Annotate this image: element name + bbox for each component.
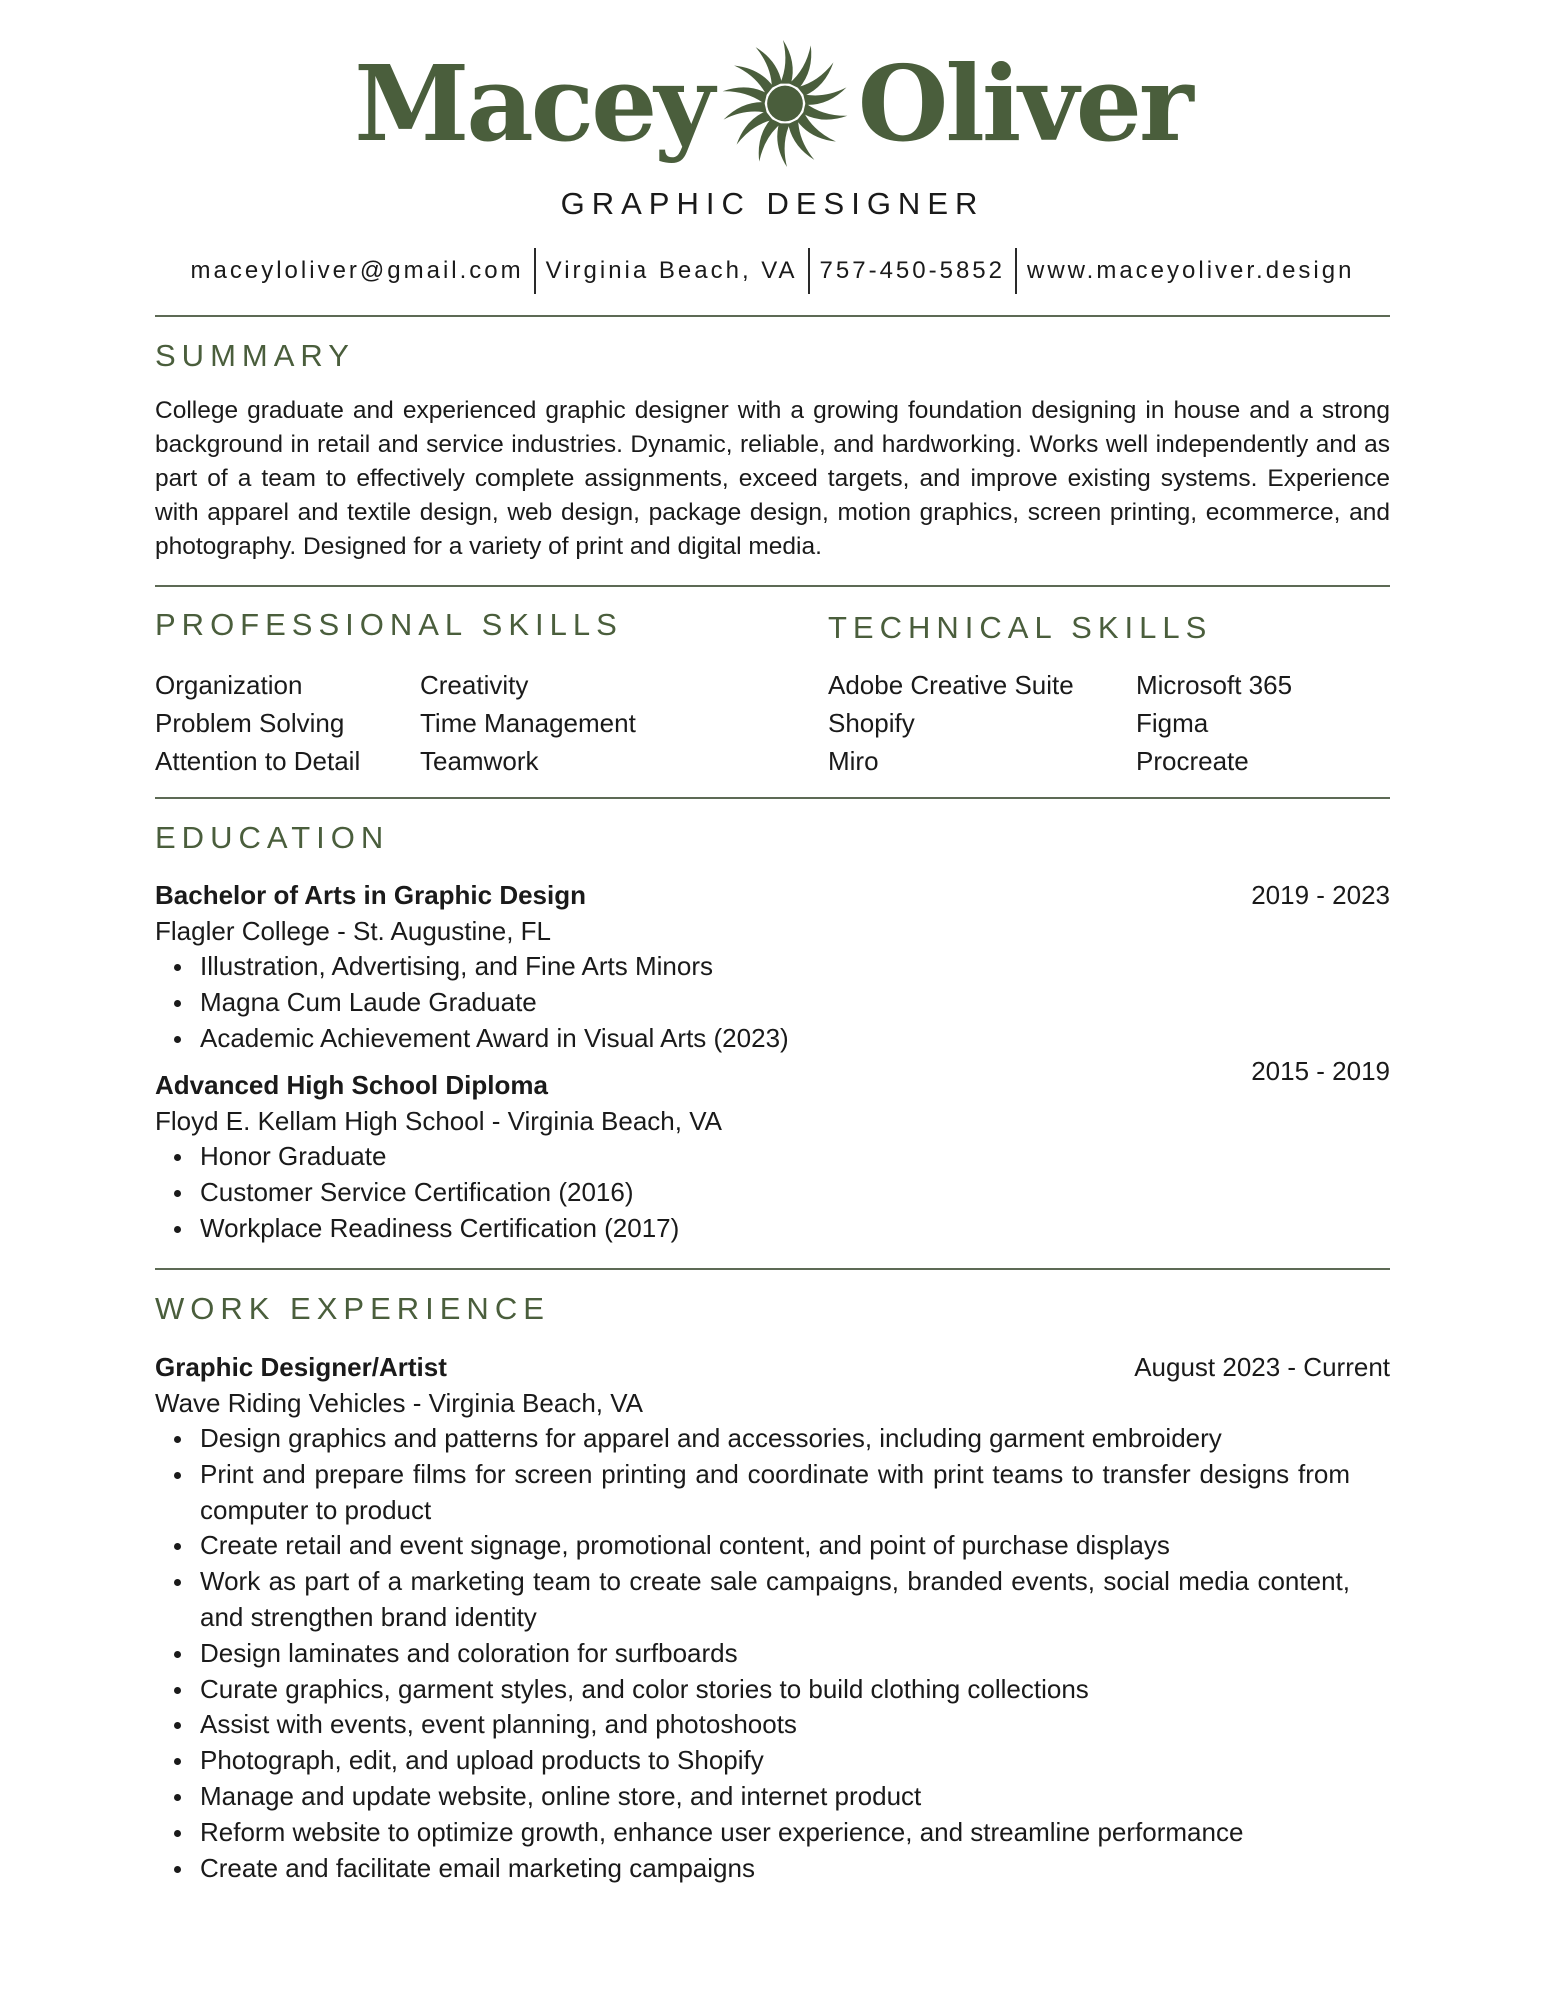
list-item: Workplace Readiness Certification (2017) [200, 1211, 1390, 1247]
skill-item: Shopify [828, 708, 915, 738]
list-item: Create and facilitate email marketing campaigns [200, 1851, 1390, 1887]
professional-skills-list [155, 668, 780, 778]
section-divider [155, 797, 1390, 799]
education-entry [155, 1056, 1390, 1246]
first-name: Macey [354, 41, 712, 165]
degree-title: Advanced High School Diploma [155, 1070, 548, 1100]
professional-skills-heading: PROFESSIONAL SKILLS [155, 607, 623, 642]
contact-website[interactable]: www.maceyoliver.design [1027, 257, 1355, 284]
technical-skills-heading: TECHNICAL SKILLS [828, 610, 1213, 645]
school-name: Flagler College - St. Augustine, FL [155, 916, 551, 946]
contact-location: Virginia Beach, VA [545, 257, 798, 284]
skill-item: Organization [155, 670, 303, 700]
skill-item: Creativity [420, 670, 529, 700]
work-entry [155, 1349, 1390, 1886]
sun-icon [720, 36, 850, 171]
bullet-list [155, 1139, 1390, 1246]
skill-item: Microsoft 365 [1136, 670, 1293, 700]
divider [534, 248, 536, 294]
company-name: Wave Riding Vehicles - Virginia Beach, VA [155, 1388, 643, 1418]
list-item: Design laminates and coloration for surfboards [200, 1636, 1390, 1672]
entry-dates: 2019 - 2023 [1251, 880, 1390, 910]
list-item: Illustration, Advertising, and Fine Arts Minors [200, 949, 1390, 985]
list-item: Work as part of a marketing team to create sale campaigns, branded events, social media content, and strengthen brand identity [200, 1564, 1390, 1636]
skill-item: Teamwork [420, 746, 539, 776]
list-item: Create retail and event signage, promotional content, and point of purchase displays [200, 1528, 1390, 1564]
skill-item: Miro [828, 746, 879, 776]
list-item: Design graphics and patterns for apparel and accessories, including garment embroidery [200, 1421, 1390, 1457]
skill-item: Time Management [420, 708, 636, 738]
contact-phone[interactable]: 757-450-5852 [819, 257, 1005, 284]
technical-skills-list [828, 668, 1386, 778]
degree-title: Bachelor of Arts in Graphic Design [155, 880, 587, 910]
summary-heading: SUMMARY [155, 338, 355, 373]
education-entry [155, 877, 1390, 1056]
school-name: Floyd E. Kellam High School - Virginia Beach, VA [155, 1106, 722, 1136]
divider [1015, 248, 1017, 294]
section-divider [155, 1268, 1390, 1270]
contact-row [155, 248, 1390, 294]
skill-item: Attention to Detail [155, 746, 361, 776]
list-item: Reform website to optimize growth, enhance user experience, and streamline performance [200, 1815, 1390, 1851]
section-divider [155, 315, 1390, 317]
work-experience-heading: WORK EXPERIENCE [155, 1291, 550, 1326]
bullet-list [155, 949, 1390, 1056]
list-item: Magna Cum Laude Graduate [200, 985, 1390, 1021]
role-title: Graphic Designer/Artist [155, 1352, 447, 1382]
list-item: Print and prepare films for screen printing and coordinate with print teams to transfer designs from computer to product [200, 1457, 1390, 1529]
education-heading: EDUCATION [155, 820, 390, 855]
section-divider [155, 585, 1390, 587]
summary-text: College graduate and experienced graphic designer with a growing foundation designing in house and a strong background in retail and service industries. Dynamic, reliable, and hardworking. Works well independently and as part of a team to effectively complete assignments, exceed targets, and improve existing systems. Experience with apparel and textile design, web design, package design, motion graphics, screen printing, ecommerce, and photography. Designed for a variety of print and digital media. [155, 397, 1390, 560]
skill-item: Procreate [1136, 746, 1249, 776]
bullet-list [155, 1421, 1390, 1886]
contact-email[interactable]: maceyloliver@gmail.com [190, 257, 524, 284]
skill-item: Problem Solving [155, 708, 345, 738]
list-item: Photograph, edit, and upload products to Shopify [200, 1743, 1390, 1779]
job-title: GRAPHIC DESIGNER [560, 186, 985, 221]
list-item: Curate graphics, garment styles, and color stories to build clothing collections [200, 1672, 1390, 1708]
entry-dates: 2015 - 2019 [1251, 1056, 1390, 1086]
list-item: Assist with events, event planning, and photoshoots [200, 1707, 1390, 1743]
list-item: Honor Graduate [200, 1139, 1390, 1175]
last-name: Oliver [857, 41, 1191, 165]
divider [808, 248, 810, 294]
skill-item: Adobe Creative Suite [828, 670, 1074, 700]
name-header [0, 36, 1545, 171]
list-item: Academic Achievement Award in Visual Arts (2023) [200, 1021, 1390, 1057]
list-item: Manage and update website, online store, and internet product [200, 1779, 1390, 1815]
list-item: Customer Service Certification (2016) [200, 1175, 1390, 1211]
skill-item: Figma [1136, 708, 1209, 738]
entry-dates: August 2023 - Current [1134, 1352, 1390, 1382]
